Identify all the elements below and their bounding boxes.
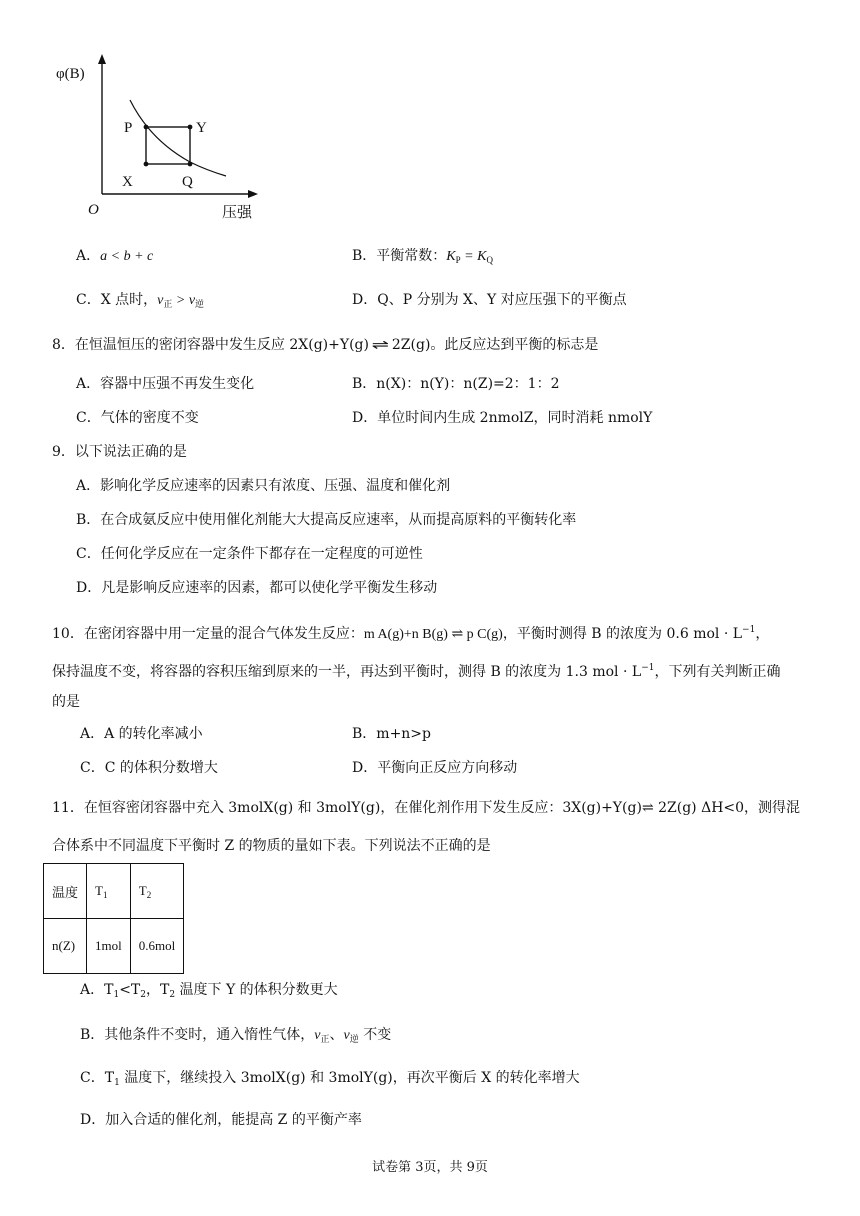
q11-a-s3: 2: [169, 990, 176, 1000]
q10-line2: [52, 658, 780, 682]
q7-option-b-k1: K: [446, 249, 456, 264]
table-row: [44, 919, 184, 974]
q11-option-b: [80, 1025, 391, 1050]
q9-option-c: C．任何化学反应在一定条件下都存在一定程度的可逆性: [76, 546, 423, 562]
q9-option-b: B．在合成氨反应中使用催化剂能大大提高反应速率，从而提高原料的平衡转化率: [76, 512, 577, 528]
q8-stem: [52, 335, 598, 356]
q7-option-c-gt: > v: [172, 293, 196, 308]
table-value-t1: 1mol: [95, 938, 122, 953]
q11-a-s1: 1: [113, 990, 120, 1000]
q10-line2-sup: −1: [641, 663, 655, 673]
q8-option-a: A．容器中压强不再发生变化: [76, 376, 255, 392]
table-cell: [87, 919, 131, 974]
q7-option-b-sub1: P: [455, 255, 461, 265]
table-header-t2-sub: 2: [146, 889, 152, 900]
table-header-t2: T: [138, 882, 147, 898]
q7-option-d: D．Q、P 分别为 X、Y 对应压强下的平衡点: [352, 292, 627, 308]
equilibrium-arrow-icon: ⇌: [371, 338, 390, 353]
q7-option-a: [76, 246, 153, 267]
q9-option-a: A．影响化学反应速率的因素只有浓度、压强、温度和催化剂: [76, 478, 451, 494]
table-row: [44, 864, 184, 919]
table-cell: [44, 864, 87, 919]
q8-stem-part2: 2Z(g)。此反应达到平衡的标志是: [391, 337, 599, 353]
q11-line1: 11．在恒容密闭容器中充入 3molX(g) 和 3molY(g)，在催化剂作用下发生反应：3X(g)+Y(g)⇌ 2Z(g) ΔH<0，测得混: [52, 800, 801, 816]
q7-option-c-v1: v: [157, 293, 164, 308]
q10-option-d: D．平衡向正反应方向移动: [352, 760, 518, 776]
q7-option-b-sub2: Q: [486, 255, 493, 265]
point-x-label: X: [122, 174, 133, 190]
q10-option-a: A．A 的转化率减小: [80, 726, 203, 742]
table-header-t1-sub: 1: [102, 889, 108, 900]
q10-line1-part1: 10．在密闭容器中用一定量的混合气体发生反应：: [52, 626, 364, 642]
table-value-t2: 0.6mol: [138, 938, 176, 953]
table-cell: [130, 864, 183, 919]
q11-a-t3: ，T: [146, 982, 170, 998]
q7-option-c: [76, 290, 204, 315]
q11-b-s1: 正: [320, 1035, 330, 1045]
q7-option-c-sub2: 逆: [195, 300, 205, 310]
equilibrium-graph: [50, 50, 280, 230]
q11-table: [43, 863, 184, 974]
q11-option-c: [80, 1068, 580, 1093]
point-q-label: Q: [182, 174, 193, 190]
q10-line1-part3: ，: [755, 626, 770, 642]
q7-option-b-prefix: B．平衡常数：: [352, 248, 447, 264]
q10-option-b: B．m+n>p: [352, 726, 432, 742]
q11-a-s2: 2: [140, 990, 146, 1000]
q7-option-b: [352, 246, 493, 270]
point-y-label: Y: [196, 120, 207, 136]
q11-a-t1: A．T: [80, 982, 114, 998]
q10-line1: [52, 620, 769, 645]
q11-b-t2: 、: [329, 1027, 344, 1043]
table-cell: [130, 919, 183, 974]
q10-line2-part2: ，下列有关判断正确: [654, 664, 781, 680]
origin-label: O: [88, 202, 99, 218]
table-header-temp: 温度: [52, 884, 79, 900]
q8-option-d: D．单位时间内生成 2nmolZ，同时消耗 nmolY: [352, 410, 653, 426]
q11-option-d: D．加入合适的催化剂，能提高 Z 的平衡产率: [80, 1112, 362, 1128]
q11-b-v2: v: [343, 1028, 350, 1043]
q11-option-a: [80, 980, 338, 1005]
q11-b-t3: 不变: [358, 1027, 392, 1043]
q11-a-t4: 温度下 Y 的体积分数更大: [175, 982, 338, 998]
q7-option-a-text: a < b + c: [100, 249, 154, 264]
q7-option-a-prefix: A．: [76, 248, 101, 264]
y-axis-label: φ(B): [56, 66, 85, 82]
page-footer: 试卷第 3页，共 9页: [372, 1160, 488, 1175]
q10-option-c: C．C 的体积分数增大: [80, 760, 218, 776]
q11-c-t1: C．T: [80, 1070, 115, 1086]
q8-option-b: B．n(X)：n(Y)：n(Z)=2：1：2: [352, 376, 560, 392]
q11-line2: 合体系中不同温度下平衡时 Z 的物质的量如下表。下列说法不正确的是: [52, 838, 491, 854]
q10-line1-part2: ，平衡时测得 B 的浓度为 0.6 mol · L: [502, 626, 743, 642]
q9-stem: 9．以下说法正确的是: [52, 444, 187, 460]
q8-option-c: C．气体的密度不变: [76, 410, 199, 426]
point-p-label: P: [124, 120, 133, 136]
table-cell: [44, 919, 87, 974]
q11-c-t2: 温度下，继续投入 3molX(g) 和 3molY(g)，再次平衡后 X 的转化率增大: [119, 1070, 580, 1086]
x-axis-label: 压强: [222, 203, 253, 221]
q10-line1-sup: −1: [742, 625, 756, 635]
q7-option-c-prefix: C．X 点时，: [76, 292, 158, 308]
table-cell: [87, 864, 131, 919]
q7-option-c-sub1: 正: [163, 300, 173, 310]
q10-line2-part1: 保持温度不变，将容器的容积压缩到原来的一半，再达到平衡时，测得 B 的浓度为 1.3 mol · L: [52, 664, 642, 680]
table-row-label: n(Z): [52, 938, 76, 953]
q9-option-d: D．凡是影响反应速率的因素，都可以使化学平衡发生移动: [76, 580, 438, 596]
table-header-t1: T: [95, 882, 103, 898]
q11-c-s1: 1: [114, 1078, 120, 1088]
q10-reaction: m A(g)+n B(g) ⇌ p C(g): [363, 627, 503, 642]
q11-b-v1: v: [314, 1028, 321, 1043]
q11-b-t1: B．其他条件不变时，通入惰性气体，: [80, 1027, 315, 1043]
q11-b-s2: 逆: [349, 1035, 359, 1045]
q10-line3: 的是: [52, 694, 80, 710]
q7-option-b-eq: = K: [460, 249, 487, 264]
q8-stem-part1: 8．在恒温恒压的密闭容器中发生反应 2X(g)+Y(g): [52, 337, 369, 353]
q11-a-t2: <T: [119, 982, 141, 998]
